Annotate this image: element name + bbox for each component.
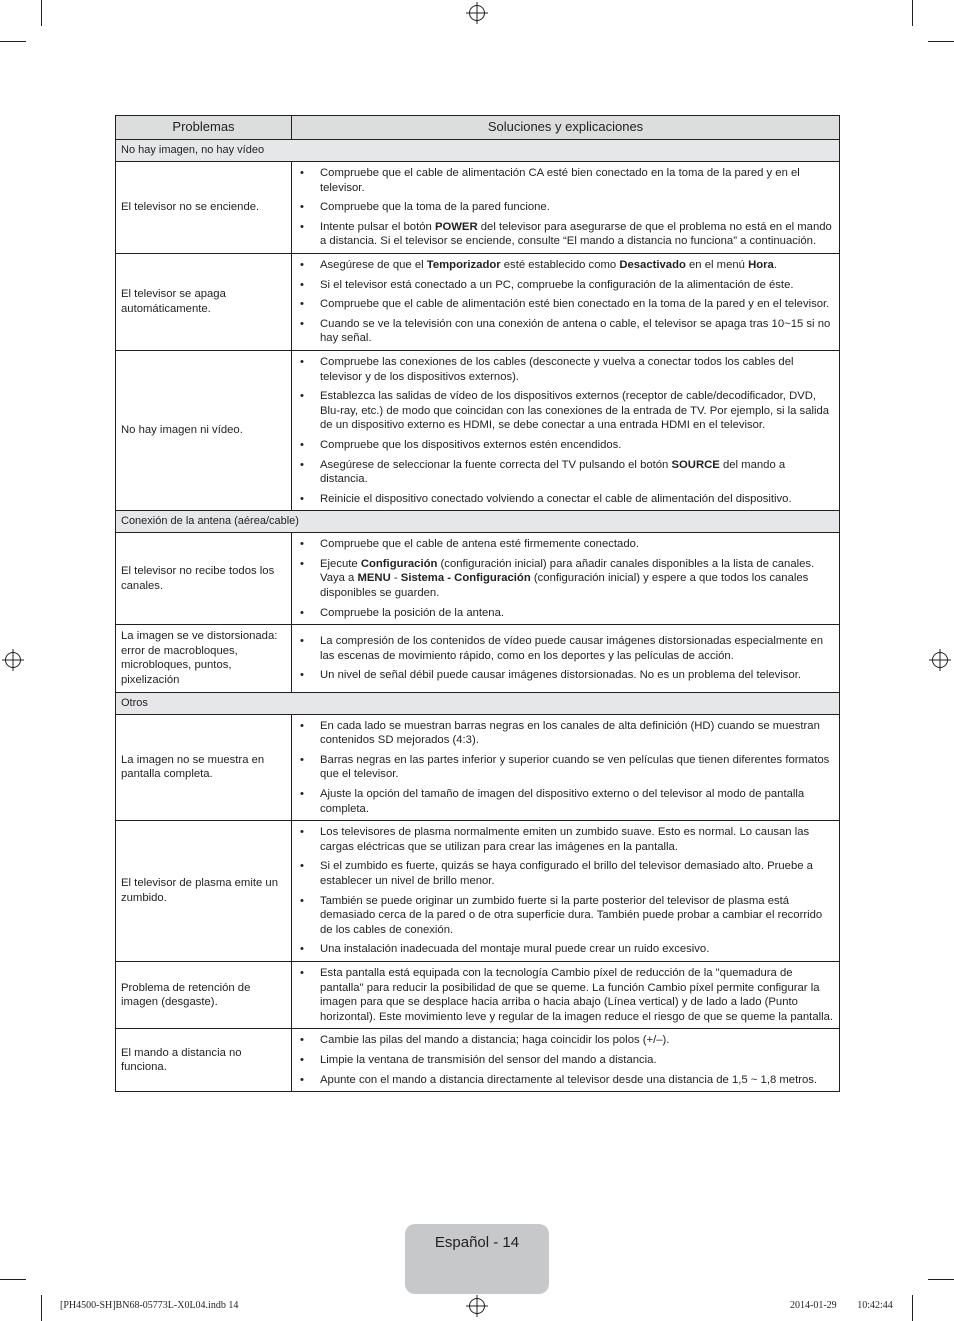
section-row — [116, 511, 840, 533]
solution-text: Los televisores de plasma normalmente emiten un zumbido suave. Esto es normal. Lo causan las cargas eléctricas que se utilizan para crear las imágenes en la pantalla. — [320, 826, 810, 853]
registration-mark-icon — [469, 1298, 485, 1314]
solutions-cell — [292, 714, 840, 821]
solution-text: En cada lado se muestran barras negras en los canales de alta definición (HD) cuando se muestran contenidos SD mejorados (4:3). — [320, 719, 820, 747]
table-row — [116, 961, 840, 1028]
registration-mark-icon — [469, 5, 485, 21]
solution-text: Si el zumbido es fuerte, quizás se haya configurado el brillo del televisor demasiado alto. Pruebe a establecer un nivel de brillo menor. — [320, 860, 813, 887]
problem-cell: La imagen no se muestra en pantalla completa. — [116, 714, 292, 821]
solution-text: del mando a distancia. — [320, 458, 786, 486]
solution-text: Compruebe la posición de la antena. — [320, 606, 505, 619]
solutions-cell — [292, 533, 840, 625]
table-row — [116, 350, 840, 510]
solution-keyword: Sistema - Configuración — [400, 572, 531, 585]
solution-text: Si el televisor está conectado a un PC, compruebe la configuración de la alimentación de éste. — [320, 278, 794, 291]
solution-item — [296, 966, 835, 1024]
registration-mark-icon — [932, 652, 948, 668]
solutions-cell — [292, 253, 840, 350]
solution-text: esté establecido como — [500, 258, 620, 271]
solution-text: Establezca las salidas de vídeo de los dispositivos externos (receptor de cable/decodificador, DVD, Blu-ray, etc.) de modo que coincidan con las conexiones de la entrada de TV. Por ejemplo, si la salida de un dispositivo externo es HDMI, se debe conectar a una entrada HDMI en el televisor. — [320, 390, 830, 432]
solutions-cell — [292, 162, 840, 254]
solutions-list — [296, 825, 835, 957]
solution-text: Intente pulsar el botón — [320, 220, 435, 233]
section-row — [116, 692, 840, 714]
solution-text: Compruebe que el cable de alimentación esté bien conectado en la toma de la pared y en el televisor. — [320, 298, 830, 311]
problem-cell: No hay imagen ni vídeo. — [116, 350, 292, 510]
solution-item — [296, 1033, 835, 1048]
solution-text: Apunte con el mando a distancia directamente al televisor desde una distancia de 1,5 ~ 1,8 metros. — [320, 1073, 818, 1086]
solution-keyword: MENU — [357, 572, 391, 585]
solution-text: Una instalación inadecuada del montaje mural puede crear un ruido excesivo. — [320, 943, 710, 956]
problem-cell: El televisor no se enciende. — [116, 162, 292, 254]
solution-item — [296, 317, 835, 346]
solution-keyword: SOURCE — [671, 458, 720, 471]
solution-item — [296, 825, 835, 854]
solution-text: Compruebe que la toma de la pared funcione. — [320, 201, 550, 214]
crop-mark — [0, 1279, 26, 1280]
solutions-list — [296, 1033, 835, 1087]
solution-item — [296, 258, 835, 273]
footer-timestamp: 2014-01-29 ￿￿ 10:42:44 — [790, 1300, 893, 1311]
table-header-row — [116, 116, 840, 140]
solutions-cell — [292, 350, 840, 510]
footer-file-info: [PH4500-SH]BN68-05773L-X0L04.indb 14 — [60, 1300, 239, 1311]
section-title: Otros — [116, 692, 840, 714]
solution-item — [296, 220, 835, 249]
solution-item — [296, 389, 835, 433]
problem-cell: El televisor de plasma emite un zumbido. — [116, 821, 292, 962]
solutions-cell — [292, 1029, 840, 1092]
solution-item — [296, 787, 835, 816]
page-number: Español - 14 — [434, 1234, 520, 1251]
solution-item — [296, 1073, 835, 1088]
section-title: No hay imagen, no hay vídeo — [116, 140, 840, 162]
page-number-tab — [405, 1224, 549, 1294]
solutions-list — [296, 537, 835, 620]
solutions-list — [296, 258, 835, 346]
solution-text: La compresión de los contenidos de vídeo puede causar imágenes distorsionadas especialmente en las escenas de movimiento rápido, como en los deportes y las películas de acción. — [320, 635, 824, 662]
crop-mark — [928, 41, 954, 42]
table-row — [116, 821, 840, 962]
problem-cell: El televisor no recibe todos los canales. — [116, 533, 292, 625]
solution-item — [296, 668, 835, 683]
solution-item — [296, 634, 835, 663]
solution-item — [296, 557, 835, 601]
solution-text: Reinicie el dispositivo conectado volviendo a conectar el cable de alimentación del dispositivo. — [320, 492, 792, 505]
solution-item — [296, 458, 835, 487]
solution-text: Limpie la ventana de transmisión del sensor del mando a distancia. — [320, 1053, 657, 1066]
solution-item — [296, 492, 835, 507]
solutions-list — [296, 719, 835, 817]
table-row — [116, 1029, 840, 1092]
crop-mark — [912, 0, 913, 26]
solution-text: en el menú — [685, 258, 749, 271]
solution-text: Asegúrese de que el — [320, 258, 427, 271]
registration-mark-icon — [5, 652, 21, 668]
solution-text: Compruebe que los dispositivos externos estén encendidos. — [320, 438, 622, 451]
solution-item — [296, 297, 835, 312]
table-row — [116, 533, 840, 625]
solutions-list — [296, 355, 835, 506]
solution-text: del televisor para asegurarse de que el problema no está en el mando a distancia. Si el televisor se enciende, consulte “El mando a distancia no funciona” a continuación. — [320, 220, 832, 248]
solution-text: Ajuste la opción del tamaño de imagen del dispositivo externo o del televisor al modo de pantalla completa. — [320, 788, 805, 815]
header-problems: Problemas — [116, 116, 292, 140]
solution-item — [296, 537, 835, 552]
crop-mark — [41, 0, 42, 26]
solutions-cell — [292, 625, 840, 692]
problem-cell: El televisor se apaga automáticamente. — [116, 253, 292, 350]
table-row — [116, 253, 840, 350]
solution-item — [296, 166, 835, 195]
solution-keyword: Configuración — [360, 557, 438, 570]
crop-mark — [912, 1295, 913, 1321]
crop-mark — [41, 1295, 42, 1321]
solution-item — [296, 606, 835, 621]
solution-item — [296, 355, 835, 384]
section-title: Conexión de la antena (aérea/cable) — [116, 511, 840, 533]
solutions-list — [296, 966, 835, 1024]
solution-keyword: POWER — [434, 220, 478, 233]
problem-cell: Problema de retención de imagen (desgaste). — [116, 961, 292, 1028]
solution-text: - — [390, 572, 401, 585]
solution-text: Cambie las pilas del mando a distancia; haga coincidir los polos (+/–). — [320, 1034, 670, 1047]
header-solutions: Soluciones y explicaciones — [292, 116, 840, 140]
solution-text: (configuración inicial) y espere a que todos los canales disponibles se guarden. — [320, 572, 809, 600]
troubleshooting-table — [115, 115, 840, 1092]
solution-item — [296, 719, 835, 748]
solution-text: Compruebe que el cable de alimentación CA esté bien conectado en la toma de la pared y en el televisor. — [320, 167, 800, 194]
solutions-list — [296, 634, 835, 683]
solution-item — [296, 753, 835, 782]
solution-text: Barras negras en las partes inferior y superior cuando se ven películas que tienen diferentes formatos que el televisor. — [320, 753, 830, 781]
crop-mark — [0, 41, 26, 42]
solution-text: Ejecute — [320, 557, 361, 570]
table-body — [116, 140, 840, 1092]
solution-text: Un nivel de señal débil puede causar imágenes distorsionadas. No es un problema del televisor. — [320, 669, 802, 682]
problem-cell: El mando a distancia no funciona. — [116, 1029, 292, 1092]
solution-item — [296, 278, 835, 293]
solutions-cell — [292, 821, 840, 962]
solution-text: También se puede originar un zumbido fuerte si la parte posterior del televisor de plasma está demasiado cerca de la pared o de otra superficie dura. También puede probar a cambiar el recorrido de los cables de conexión. — [320, 894, 823, 936]
crop-mark — [928, 1279, 954, 1280]
solution-item — [296, 438, 835, 453]
table-row — [116, 162, 840, 254]
solution-item — [296, 894, 835, 938]
table-row — [116, 714, 840, 821]
solution-item — [296, 1053, 835, 1068]
solution-item — [296, 942, 835, 957]
solution-text: Compruebe las conexiones de los cables (desconecte y vuelva a conectar todos los cables del televisor y de los dispositivos externos). — [320, 355, 794, 383]
solutions-list — [296, 166, 835, 249]
solution-text: Esta pantalla está equipada con la tecnología Cambio píxel de reducción de la "quemadura de pantalla" para reducir la posibilidad de que se queme. La función Cambio píxel permite configurar la imagen para que se desplace hacia arriba o hacia abajo (Línea vertical) y de lado a lado (Punto horizontal). Este movimiento leve y regular de la imagen reduce el riesgo de que se queme la pantalla. — [320, 966, 834, 1023]
solution-text: (configuración inicial) para añadir canales disponibles a la lista de canales. Vaya a — [320, 557, 815, 585]
table-row — [116, 625, 840, 692]
solution-keyword: Desactivado — [619, 258, 686, 271]
solution-keyword: Temporizador — [426, 258, 501, 271]
solution-text: . — [773, 258, 777, 271]
problem-cell: La imagen se ve distorsionada: error de macrobloques, microbloques, puntos, pixelización — [116, 625, 292, 692]
solution-item — [296, 859, 835, 888]
solution-text: Asegúrese de seleccionar la fuente correcta del TV pulsando el botón — [320, 458, 672, 471]
solution-text: Cuando se ve la televisión con una conexión de antena o cable, el televisor se apaga tras 10~15 si no hay señal. — [320, 317, 831, 345]
solution-keyword: Hora — [748, 258, 774, 271]
solution-text: Compruebe que el cable de antena esté firmemente conectado. — [320, 538, 640, 551]
section-row — [116, 140, 840, 162]
solution-item — [296, 200, 835, 215]
solutions-cell — [292, 961, 840, 1028]
